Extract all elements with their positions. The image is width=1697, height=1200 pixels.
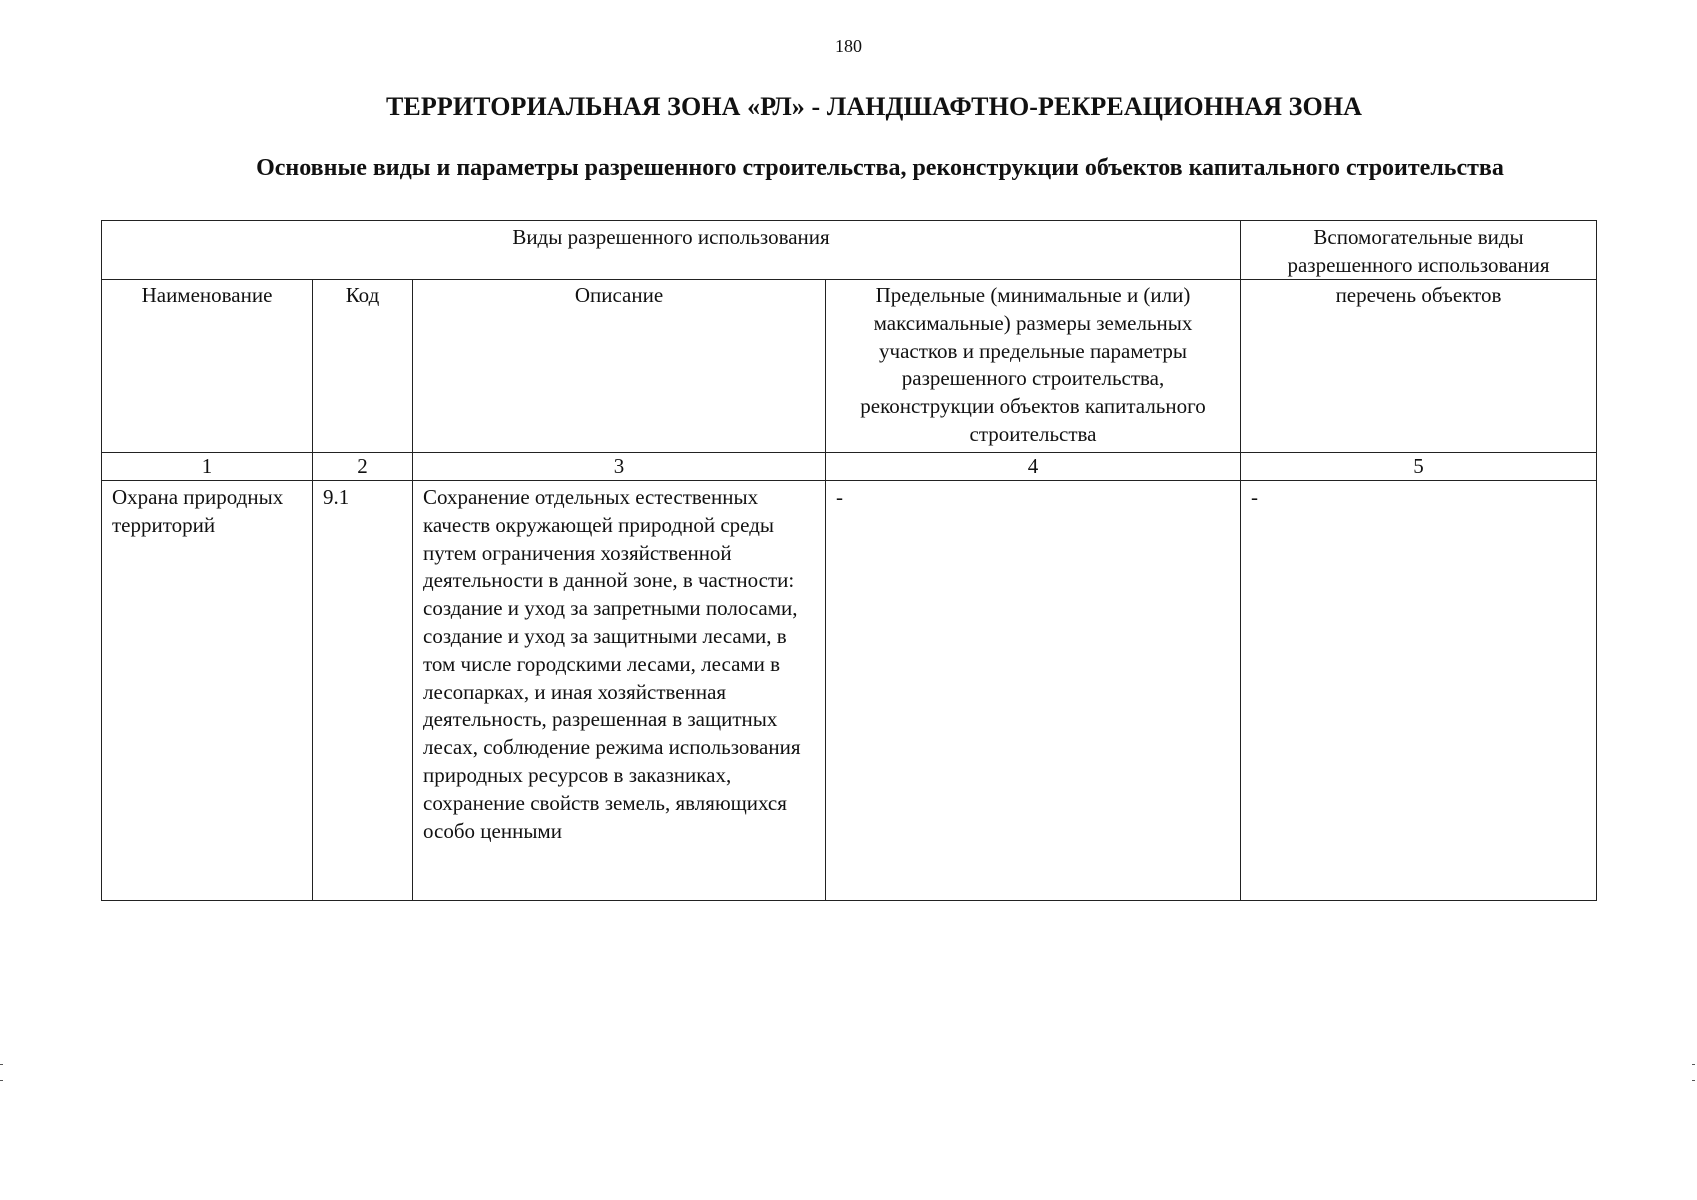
column-number-row (102, 453, 1597, 481)
zone-title: ТЕРРИТОРИАЛЬНАЯ ЗОНА «РЛ» - ЛАНДШАФТНО-РЕКРЕАЦИОННАЯ ЗОНА (385, 92, 1363, 121)
cell-objects: - (1241, 481, 1597, 901)
column-header-objects: перечень объектов (1241, 280, 1597, 453)
description-text: Сохранение отдельных естественных качеств окружающей природной среды путем ограничения хозяйственной деятельности в данной зоне, в частности: создание и уход за запретными полосами, создание и уход за защитными лесами, в том числе городскими лесами, лесами в лесопарках, и иная хозяйственная деятельность, разрешенная в защитных лесах, соблюдение режима использования природных ресурсов в заказниках, сохранение свойств земель, являющихся особо ценными (423, 485, 801, 843)
scan-mark (0, 1064, 3, 1065)
group-header-auxiliary: Вспомогательные виды разрешенного использования (1241, 221, 1597, 280)
column-header-code: Код (313, 280, 413, 453)
column-number: 1 (102, 453, 313, 481)
scan-mark (0, 1080, 3, 1081)
cell-name: Охрана природных территорий (102, 481, 313, 901)
column-header-description: Описание (413, 280, 826, 453)
permitted-use-table (101, 220, 1597, 901)
column-number: 2 (313, 453, 413, 481)
column-header-parameters: Предельные (минимальные и (или) максимальные) размеры земельных участков и предельные параметры разрешенного строительства, реконструкции объектов капитального строительства (826, 280, 1241, 453)
cell-code: 9.1 (313, 481, 413, 901)
table-row (102, 481, 1597, 901)
scan-mark (1692, 1064, 1695, 1065)
column-number: 5 (1241, 453, 1597, 481)
cell-description (413, 481, 826, 901)
section-subtitle: Основные виды и параметры разрешенного строительства, реконструкции объектов капитального строительства (256, 155, 1504, 181)
column-number: 3 (413, 453, 826, 481)
column-header-row (102, 280, 1597, 453)
cell-parameters: - (826, 481, 1241, 901)
scan-mark (1692, 1080, 1695, 1081)
group-header-row (102, 221, 1597, 280)
column-number: 4 (826, 453, 1241, 481)
group-header-main: Виды разрешенного использования (102, 221, 1241, 280)
column-header-name: Наименование (102, 280, 313, 453)
page-number: 180 (835, 36, 862, 56)
